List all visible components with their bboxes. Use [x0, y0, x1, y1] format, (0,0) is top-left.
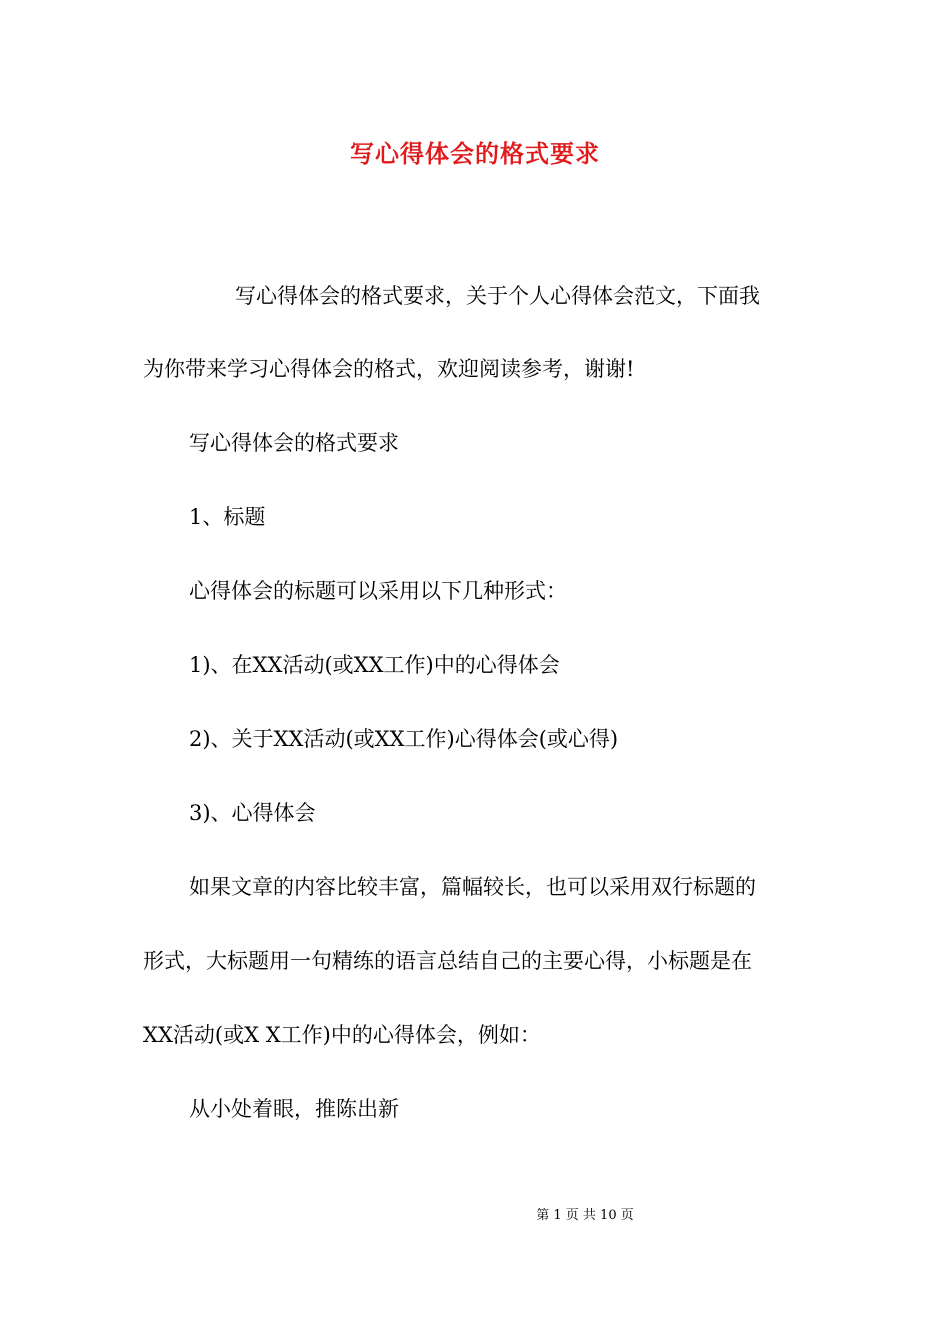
- list-item-3: 3)、心得体会: [189, 801, 316, 825]
- subheading-title: 1、标题: [189, 505, 266, 529]
- paragraph-line-2: 为你带来学习心得体会的格式，欢迎阅读参考，谢谢!: [143, 357, 635, 381]
- paragraph-line-1: 写心得体会的格式要求，关于个人心得体会范文，下面我: [235, 284, 760, 308]
- paragraph-line-5: 形式，大标题用一句精练的语言总结自己的主要心得，小标题是在: [143, 949, 752, 973]
- paragraph-line-3: 心得体会的标题可以采用以下几种形式：: [189, 579, 567, 603]
- paragraph-line-6: XX活动(或X X工作)中的心得体会，例如：: [143, 1023, 541, 1047]
- list-item-1: 1)、在XX活动(或XX工作)中的心得体会: [189, 653, 560, 677]
- paragraph-line-4: 如果文章的内容比较丰富，篇幅较长，也可以采用双行标题的: [189, 875, 756, 899]
- page-footer: 第 1 页 共 10 页: [536, 1208, 634, 1223]
- section-heading: 写心得体会的格式要求: [189, 431, 399, 455]
- list-item-2: 2)、关于XX活动(或XX工作)心得体会(或心得): [189, 727, 619, 751]
- example-title: 从小处着眼，推陈出新: [189, 1097, 399, 1121]
- document-title: 写心得体会的格式要求: [350, 139, 600, 168]
